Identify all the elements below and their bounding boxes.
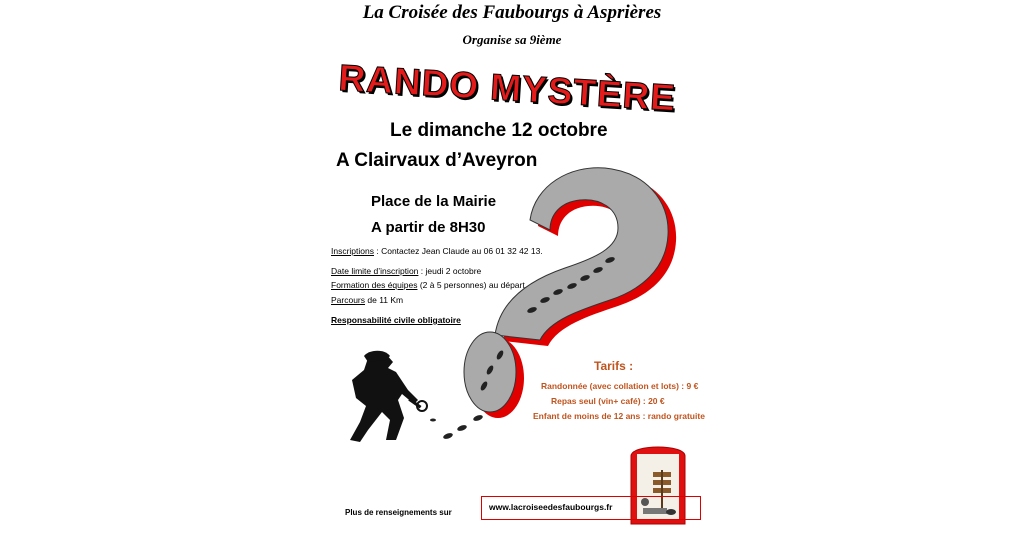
teams-label: Formation des équipes [331, 280, 418, 290]
tarif-rando-label: Randonnée (avec collation et lots) [541, 381, 679, 391]
route-label: Parcours [331, 295, 366, 305]
tarif-rando [541, 381, 698, 391]
deadline-text: : jeudi 2 octobre [418, 266, 482, 276]
info-teams [331, 280, 525, 290]
info-insurance: Responsabilité civile obligatoire [331, 315, 461, 325]
detective-icon [338, 350, 438, 445]
deadline-label: Date limite d’inscription [331, 266, 419, 276]
tarif-repas: Repas seul (vin+ café) : 20 € [551, 396, 665, 406]
inscriptions-label: Inscriptions [331, 246, 374, 256]
tarif-enfant: Enfant de moins de 12 ans : rando gratuite [533, 411, 705, 421]
event-title: RANDO MYSTÈRE [337, 57, 678, 119]
info-deadline [331, 266, 481, 276]
teams-text: (2 à 5 personnes) au départ [417, 280, 525, 290]
inscriptions-text: : Contactez Jean Claude au 06 01 32 42 13. [374, 246, 543, 256]
event-location: A Clairvaux d’Aveyron [336, 150, 538, 171]
more-info-label: Plus de renseignements sur [345, 508, 452, 517]
route-text: de 11 Km [365, 295, 404, 305]
event-date: Le dimanche 12 octobre [390, 120, 608, 141]
organizer-title: La Croisée des Faubourgs à Asprières [362, 2, 662, 23]
info-route [331, 295, 403, 305]
question-mark-icon [440, 140, 690, 440]
tarif-rando-value: : 9 € [678, 381, 699, 391]
tarifs-heading: Tarifs : [594, 359, 634, 373]
event-place: Place de la Mairie [371, 193, 497, 210]
info-inscriptions [331, 246, 543, 256]
event-time: A partir de 8H30 [371, 219, 486, 236]
website-link[interactable]: www.lacroiseedesfaubourgs.fr [489, 502, 613, 512]
organizer-subtitle: Organise sa 9ième [462, 32, 562, 47]
